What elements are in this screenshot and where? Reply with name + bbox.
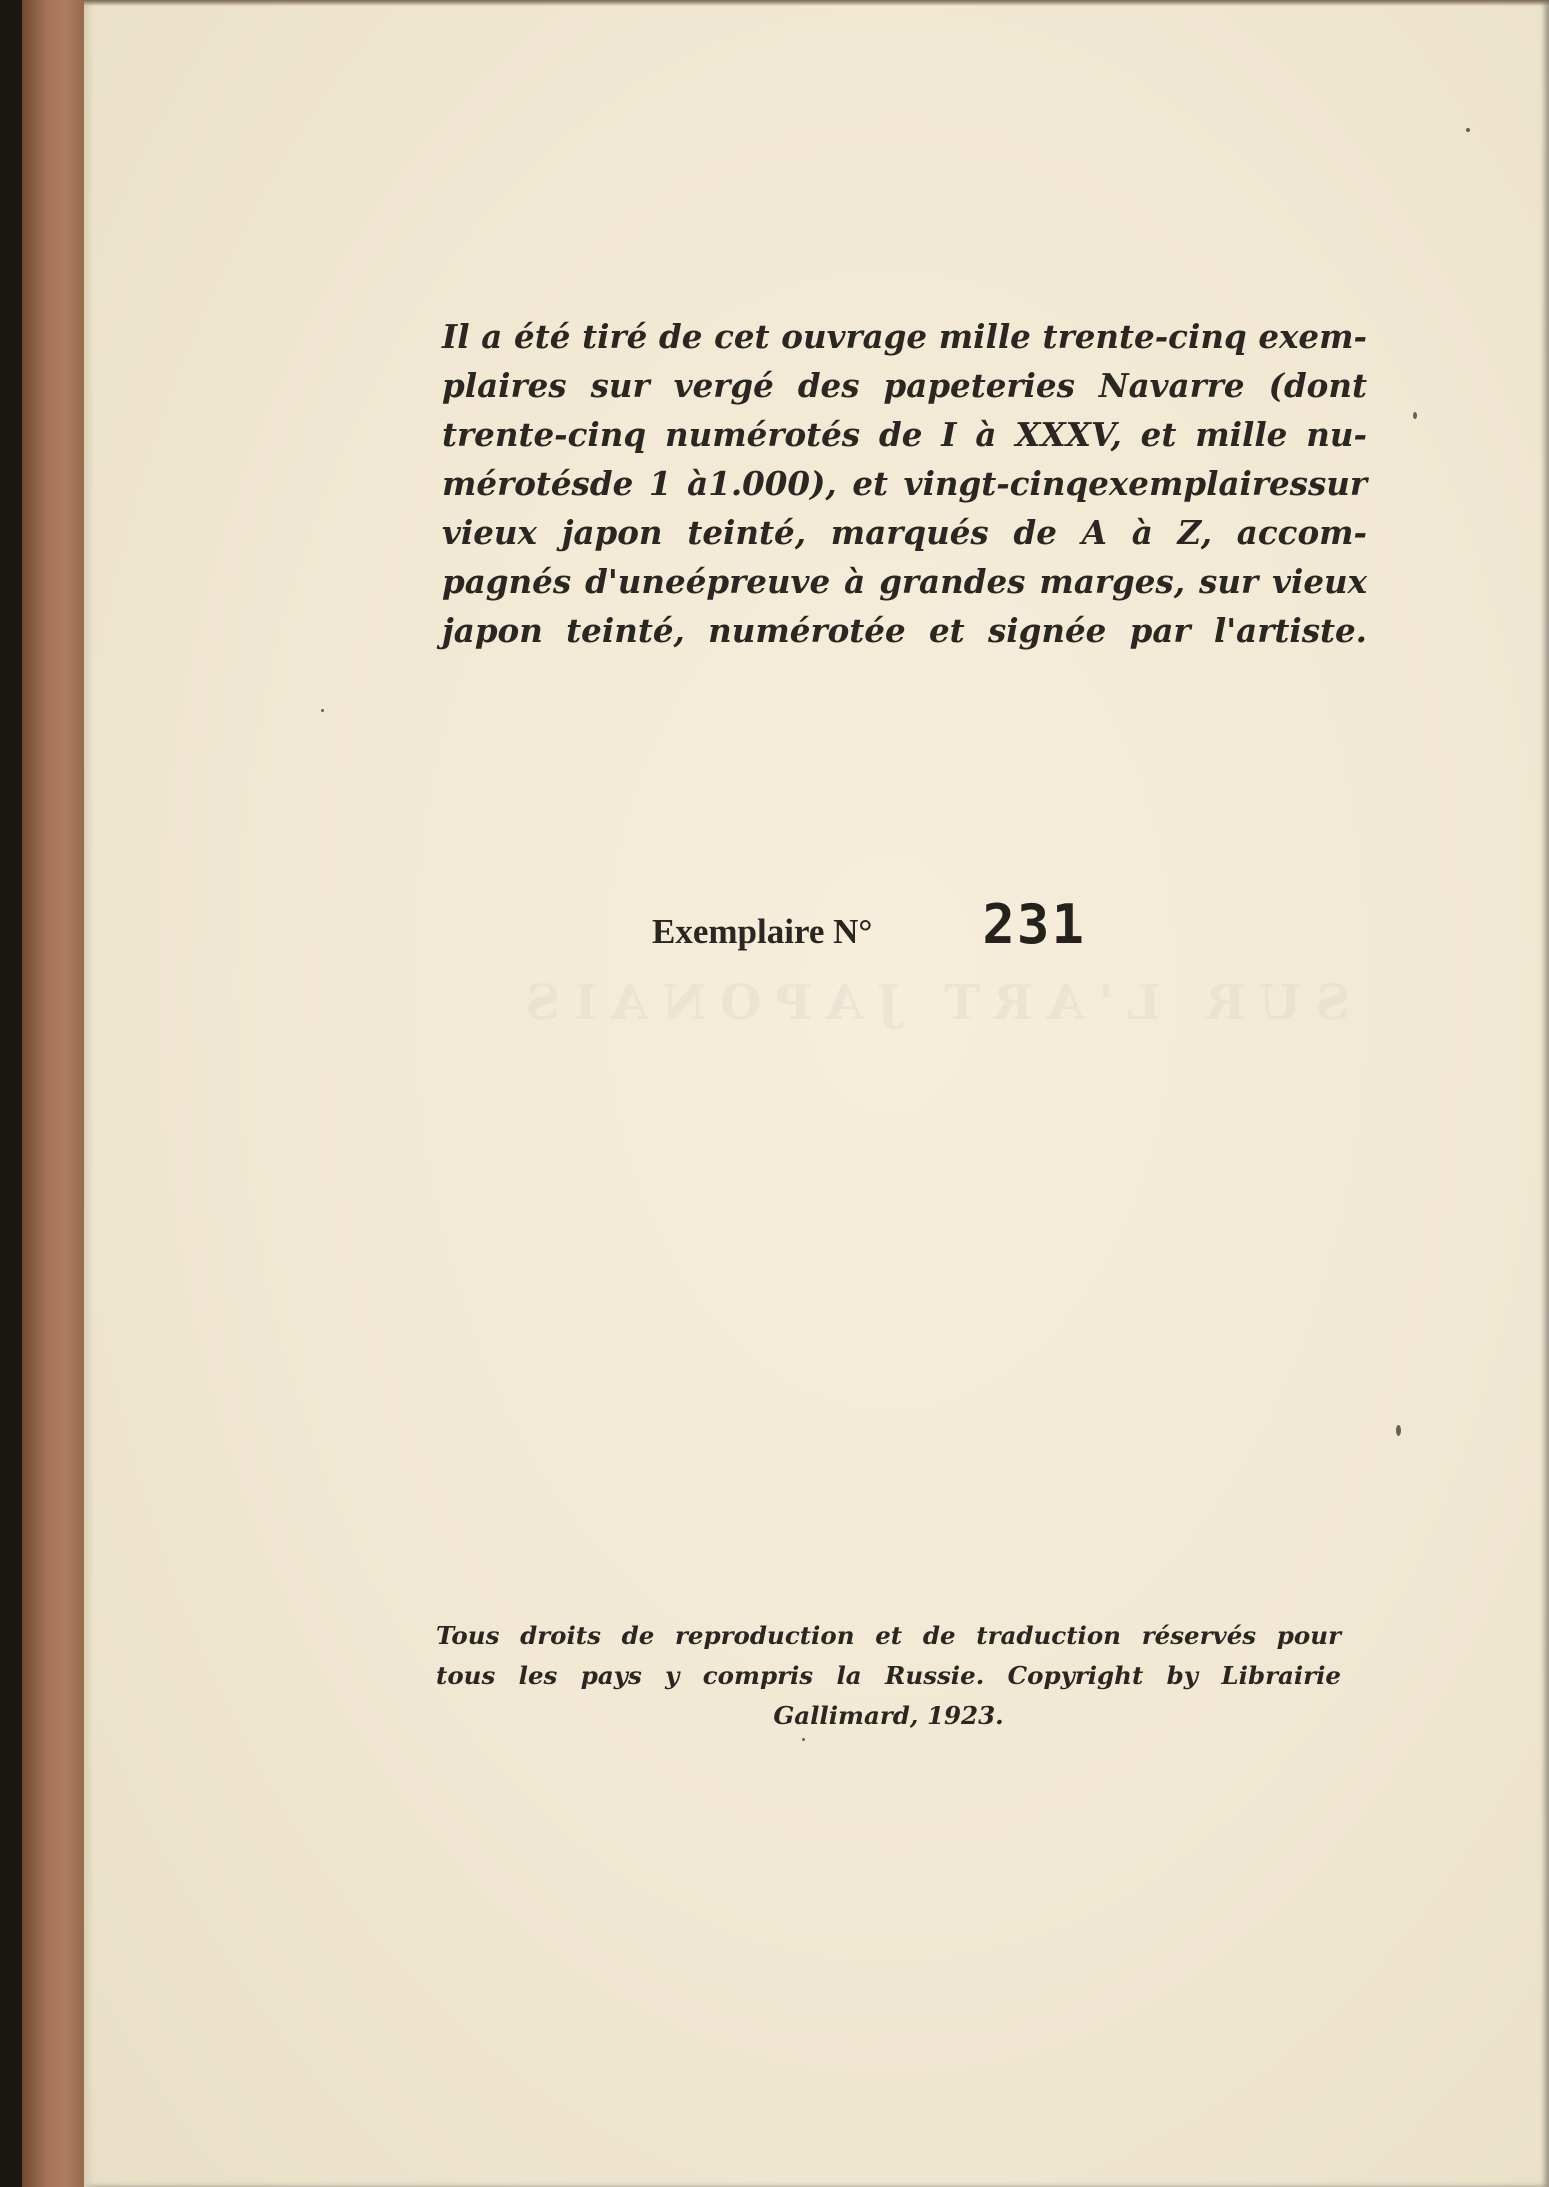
edition-statement-line: mérotésde 1 à1.000), et vingt-cinqexemplairessur	[442, 464, 1367, 503]
paper-speck	[1396, 1425, 1401, 1436]
edition-statement-line: pagnés d'uneépreuve à grandes marges, sur vieux	[442, 562, 1367, 601]
copyright-notice	[436, 1616, 1341, 1736]
page-top-edge	[84, 0, 1549, 6]
copy-number-label: Exemplaire N°	[652, 912, 873, 951]
edition-statement-line: japon teinté, numérotée et signée par l'artiste.	[442, 611, 1367, 650]
edition-statement-line: Il a été tiré de cet ouvrage mille trente-cinq exem-	[442, 317, 1367, 356]
page-left-edge	[84, 0, 94, 2187]
copyright-line: Tous droits de reproduction et de traduction réservés pour	[436, 1621, 1341, 1650]
copyright-line: Gallimard, 1923.	[773, 1701, 1004, 1730]
copy-number-stamp: 231	[982, 893, 1086, 956]
edition-statement	[442, 312, 1367, 655]
edition-statement-line: vieux japon teinté, marqués de A à Z, accom-	[442, 513, 1367, 552]
paper-speck	[802, 1738, 805, 1741]
show-through-text: SUR L'ART JAPONAIS	[511, 975, 1350, 1031]
paper-speck	[1413, 412, 1417, 419]
copy-number-block	[652, 893, 1086, 963]
edition-statement-line: trente-cinq numérotés de I à XXXV, et mille nu-	[442, 415, 1367, 454]
copyright-line: tous les pays y compris la Russie. Copyright by Librairie	[436, 1661, 1341, 1690]
paper-speck	[321, 709, 324, 712]
edition-statement-line: plaires sur vergé des papeteries Navarre (dont	[442, 366, 1367, 405]
paper-speck	[1466, 128, 1470, 132]
